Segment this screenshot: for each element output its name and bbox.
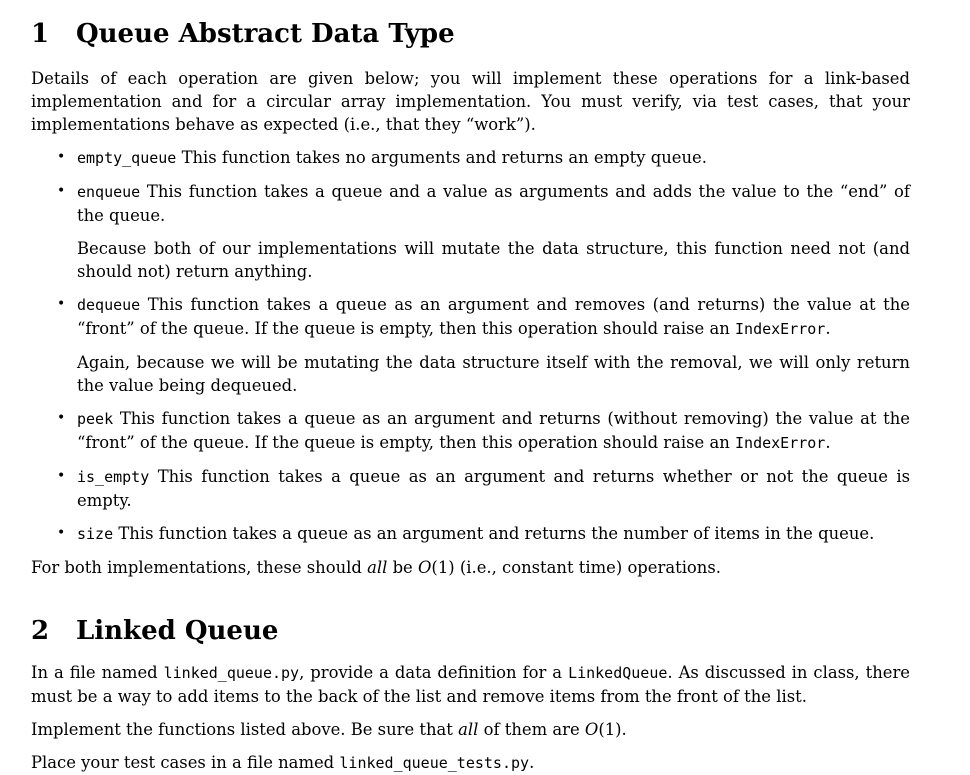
section-2-paragraph-3 <box>31 751 910 775</box>
operation-name: dequeue <box>77 296 141 314</box>
file-name: linked_queue.py <box>163 664 300 682</box>
section-1-closing <box>31 556 910 579</box>
paragraph-text: Implement the functions listed above. Be sure that <box>31 720 453 739</box>
section-2-title: Linked Queue <box>76 616 279 646</box>
operation-note: Because both of our implementations will mutate the data structure, this function need not (and should not) return anything. <box>77 239 910 281</box>
paragraph-text: . <box>621 720 627 739</box>
section-2-paragraph-1 <box>31 661 910 708</box>
operation-description: This function takes a queue as an argument and returns whether or not the queue is empty. <box>77 467 910 510</box>
operation-name: is_empty <box>77 468 150 486</box>
file-name: linked_queue_tests.py <box>339 754 530 772</box>
class-name: LinkedQueue <box>568 664 668 682</box>
bullet-icon: • <box>57 149 66 165</box>
list-item <box>31 293 910 397</box>
big-o-argument: (1) <box>431 558 455 577</box>
paragraph-text: In a file named <box>31 663 158 682</box>
operation-name: enqueue <box>77 183 141 201</box>
paragraph-text: . As discussed in class, there must be a way to add items to the back of the list and remove items from the front of the list. <box>31 663 910 706</box>
bullet-icon: • <box>57 183 66 199</box>
bullet-icon: • <box>57 525 66 541</box>
operation-description: This function takes no arguments and returns an empty queue. <box>181 148 707 167</box>
big-o-symbol: O <box>584 720 599 739</box>
closing-emphasis: all <box>367 558 388 577</box>
operation-description: This function takes a queue and a value as arguments and adds the value to the “end” of the queue. <box>77 182 910 225</box>
operation-name: size <box>77 525 114 543</box>
list-item <box>31 180 910 283</box>
operation-description-end: . <box>825 319 831 338</box>
error-name: IndexError <box>735 320 826 338</box>
section-1-heading <box>31 14 910 54</box>
closing-text: For both implementations, these should <box>31 558 362 577</box>
section-2-paragraph-2 <box>31 718 910 741</box>
operation-description: This function takes a queue as an argument and returns the number of items in the queue. <box>118 524 875 543</box>
section-2-heading <box>31 611 910 651</box>
list-item <box>31 465 910 512</box>
list-item <box>31 522 910 546</box>
big-o-symbol: O <box>417 558 432 577</box>
operation-name: empty_queue <box>77 149 177 167</box>
section-1-title: Queue Abstract Data Type <box>76 19 455 49</box>
operation-note: Again, because we will be mutating the data structure itself with the removal, we will only return the value being dequeued. <box>77 353 910 395</box>
operation-description: This function takes a queue as an argument and removes (and returns) the value at the “front” of the queue. If the queue is empty, then this operation should raise an <box>77 295 910 338</box>
bullet-icon: • <box>57 410 66 426</box>
list-item <box>31 407 910 455</box>
paragraph-text: Place your test cases in a file named <box>31 753 335 772</box>
operation-description-end: . <box>825 433 831 452</box>
bullet-icon: • <box>57 296 66 312</box>
paragraph-text: of them are <box>483 720 580 739</box>
operation-name: peek <box>77 410 114 428</box>
big-o-argument: (1) <box>598 720 622 739</box>
paragraph-text: , provide a data definition for a <box>299 663 563 682</box>
section-2-number: 2 <box>31 616 50 646</box>
paragraph-emphasis: all <box>458 720 479 739</box>
operations-list <box>31 146 910 546</box>
paragraph-text: . <box>529 753 535 772</box>
error-name: IndexError <box>735 434 826 452</box>
operation-description: This function takes a queue as an argument and returns (without removing) the value at the “front” of the queue. If the queue is empty, then this operation should raise an <box>77 409 910 452</box>
closing-text: be <box>392 558 413 577</box>
section-1-intro: Details of each operation are given below; you will implement these operations for a link-based implementation and for a circular array implementation. You must verify, via test cases, that your implementations behave as expected (i.e., that they “work”). <box>31 69 910 134</box>
bullet-icon: • <box>57 468 66 484</box>
list-item <box>31 146 910 170</box>
section-1-number: 1 <box>31 19 50 49</box>
closing-text: (i.e., constant time) operations. <box>459 558 721 577</box>
